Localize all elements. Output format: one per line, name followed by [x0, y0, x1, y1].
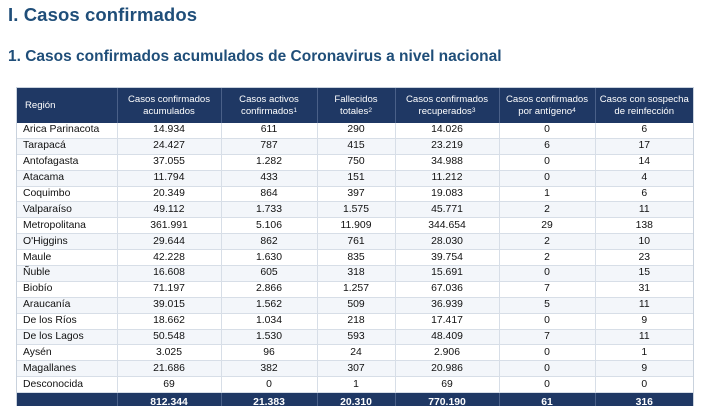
table-body: [17, 123, 693, 393]
value-cell: 17.417: [395, 313, 499, 329]
total-cell: [17, 393, 117, 406]
column-header-line1: Casos con sospecha: [599, 93, 689, 105]
value-cell: 11: [595, 202, 693, 218]
column-header: [595, 88, 693, 123]
value-cell: 344.654: [395, 218, 499, 234]
value-cell: 36.939: [395, 297, 499, 313]
value-cell: 2.866: [221, 281, 317, 297]
value-cell: 11.794: [117, 170, 221, 186]
column-header-line2: de reinfección: [614, 105, 675, 117]
footnote-marker: 1: [293, 106, 297, 114]
footnote-marker: 2: [368, 106, 372, 114]
region-cell: Biobío: [17, 281, 117, 297]
value-cell: 20.349: [117, 186, 221, 202]
value-cell: 19.083: [395, 186, 499, 202]
value-cell: 49.112: [117, 202, 221, 218]
table-footer: [17, 393, 693, 406]
value-cell: 509: [317, 297, 395, 313]
value-cell: 318: [317, 266, 395, 282]
value-cell: 361.991: [117, 218, 221, 234]
column-header-line1: Fallecidos: [334, 93, 378, 105]
table-row: [17, 218, 693, 234]
table-row: [17, 234, 693, 250]
value-cell: 7: [499, 281, 595, 297]
table-row: [17, 281, 693, 297]
subsection-title: 1. Casos confirmados acumulados de Coronavirus a nivel nacional: [8, 48, 502, 65]
value-cell: 307: [317, 361, 395, 377]
column-header: [117, 88, 221, 123]
region-cell: Metropolitana: [17, 218, 117, 234]
region-cell: Tarapacá: [17, 138, 117, 154]
cases-table: [17, 88, 693, 406]
value-cell: 605: [221, 266, 317, 282]
value-cell: 9: [595, 313, 693, 329]
value-cell: 69: [117, 377, 221, 393]
column-header-line1: Casos confirmados: [127, 93, 211, 105]
value-cell: 24.427: [117, 138, 221, 154]
value-cell: 6: [595, 186, 693, 202]
value-cell: 0: [499, 361, 595, 377]
value-cell: 31: [595, 281, 693, 297]
value-cell: 50.548: [117, 329, 221, 345]
value-cell: 15.691: [395, 266, 499, 282]
value-cell: 9: [595, 361, 693, 377]
value-cell: 3.025: [117, 345, 221, 361]
value-cell: 0: [221, 377, 317, 393]
column-header: [17, 88, 117, 123]
column-header: [395, 88, 499, 123]
value-cell: 382: [221, 361, 317, 377]
table-row: [17, 138, 693, 154]
value-cell: 39.754: [395, 250, 499, 266]
table-row: [17, 266, 693, 282]
value-cell: 71.197: [117, 281, 221, 297]
table-row: [17, 329, 693, 345]
table-row: [17, 313, 693, 329]
value-cell: 5: [499, 297, 595, 313]
value-cell: 11.909: [317, 218, 395, 234]
region-cell: Magallanes: [17, 361, 117, 377]
total-cell: 812.344: [117, 393, 221, 406]
value-cell: 397: [317, 186, 395, 202]
value-cell: 23: [595, 250, 693, 266]
value-cell: 17: [595, 138, 693, 154]
value-cell: 1: [595, 345, 693, 361]
header-row: [17, 88, 693, 123]
section-title: I. Casos confirmados: [8, 4, 198, 25]
value-cell: 750: [317, 154, 395, 170]
value-cell: 14.026: [395, 123, 499, 138]
cases-table-container: [16, 87, 694, 406]
value-cell: 5.106: [221, 218, 317, 234]
region-cell: De los Lagos: [17, 329, 117, 345]
value-cell: 20.986: [395, 361, 499, 377]
region-cell: Maule: [17, 250, 117, 266]
column-header-line1: Región: [25, 99, 56, 111]
totals-row: [17, 393, 693, 406]
region-cell: Araucanía: [17, 297, 117, 313]
value-cell: 1.630: [221, 250, 317, 266]
column-header-line1: Casos confirmados: [505, 93, 589, 105]
value-cell: 0: [499, 266, 595, 282]
value-cell: 1.034: [221, 313, 317, 329]
column-header-line1: Casos confirmados: [405, 93, 489, 105]
region-cell: Desconocida: [17, 377, 117, 393]
region-cell: Aysén: [17, 345, 117, 361]
value-cell: 15: [595, 266, 693, 282]
region-cell: O'Higgins: [17, 234, 117, 250]
value-cell: 48.409: [395, 329, 499, 345]
value-cell: 1.257: [317, 281, 395, 297]
column-header-line2: recuperados: [418, 105, 472, 117]
footnote-marker: 4: [572, 106, 576, 114]
value-cell: 1.282: [221, 154, 317, 170]
value-cell: 24: [317, 345, 395, 361]
column-header-line2: confirmados: [241, 105, 294, 117]
value-cell: 0: [499, 123, 595, 138]
total-cell: 20.310: [317, 393, 395, 406]
region-cell: Antofagasta: [17, 154, 117, 170]
total-cell: 770.190: [395, 393, 499, 406]
value-cell: 45.771: [395, 202, 499, 218]
value-cell: 29.644: [117, 234, 221, 250]
value-cell: 42.228: [117, 250, 221, 266]
value-cell: 1.530: [221, 329, 317, 345]
value-cell: 290: [317, 123, 395, 138]
value-cell: 11.212: [395, 170, 499, 186]
value-cell: 415: [317, 138, 395, 154]
value-cell: 18.662: [117, 313, 221, 329]
value-cell: 1.562: [221, 297, 317, 313]
value-cell: 16.608: [117, 266, 221, 282]
value-cell: 0: [499, 377, 595, 393]
table-row: [17, 170, 693, 186]
value-cell: 864: [221, 186, 317, 202]
value-cell: 1.575: [317, 202, 395, 218]
region-cell: Valparaíso: [17, 202, 117, 218]
table-row: [17, 297, 693, 313]
total-cell: 61: [499, 393, 595, 406]
table-header: [17, 88, 693, 123]
value-cell: 14: [595, 154, 693, 170]
value-cell: 2: [499, 234, 595, 250]
value-cell: 67.036: [395, 281, 499, 297]
table-row: [17, 123, 693, 138]
value-cell: 29: [499, 218, 595, 234]
region-cell: Atacama: [17, 170, 117, 186]
value-cell: 0: [595, 377, 693, 393]
value-cell: 34.988: [395, 154, 499, 170]
table-row: [17, 377, 693, 393]
value-cell: 0: [499, 345, 595, 361]
value-cell: 2: [499, 202, 595, 218]
value-cell: 39.015: [117, 297, 221, 313]
value-cell: 2.906: [395, 345, 499, 361]
value-cell: 14.934: [117, 123, 221, 138]
table-row: [17, 361, 693, 377]
region-cell: De los Ríos: [17, 313, 117, 329]
value-cell: 138: [595, 218, 693, 234]
column-header: [317, 88, 395, 123]
total-cell: 21.383: [221, 393, 317, 406]
value-cell: 2: [499, 250, 595, 266]
table-row: [17, 202, 693, 218]
value-cell: 28.030: [395, 234, 499, 250]
value-cell: 433: [221, 170, 317, 186]
region-cell: Arica Parinacota: [17, 123, 117, 138]
value-cell: 761: [317, 234, 395, 250]
value-cell: 69: [395, 377, 499, 393]
table-row: [17, 345, 693, 361]
value-cell: 787: [221, 138, 317, 154]
value-cell: 593: [317, 329, 395, 345]
table-row: [17, 186, 693, 202]
value-cell: 96: [221, 345, 317, 361]
value-cell: 4: [595, 170, 693, 186]
region-cell: Coquimbo: [17, 186, 117, 202]
region-cell: Ñuble: [17, 266, 117, 282]
value-cell: 1: [499, 186, 595, 202]
value-cell: 10: [595, 234, 693, 250]
table-row: [17, 154, 693, 170]
value-cell: 11: [595, 297, 693, 313]
column-header-line2: totales: [340, 105, 369, 117]
value-cell: 6: [595, 123, 693, 138]
value-cell: 0: [499, 313, 595, 329]
column-header-line2: acumulados: [143, 105, 195, 117]
column-header-line2: por antígeno: [518, 105, 573, 117]
footnote-marker: 3: [471, 106, 476, 114]
value-cell: 0: [499, 170, 595, 186]
column-header: [499, 88, 595, 123]
value-cell: 835: [317, 250, 395, 266]
column-header-line1: Casos activos: [239, 93, 299, 105]
value-cell: 37.055: [117, 154, 221, 170]
table-row: [17, 250, 693, 266]
value-cell: 21.686: [117, 361, 221, 377]
value-cell: 1.733: [221, 202, 317, 218]
value-cell: 23.219: [395, 138, 499, 154]
value-cell: 0: [499, 154, 595, 170]
value-cell: 218: [317, 313, 395, 329]
value-cell: 151: [317, 170, 395, 186]
value-cell: 611: [221, 123, 317, 138]
value-cell: 7: [499, 329, 595, 345]
value-cell: 1: [317, 377, 395, 393]
value-cell: 6: [499, 138, 595, 154]
total-cell: 316: [595, 393, 693, 406]
column-header: [221, 88, 317, 123]
value-cell: 862: [221, 234, 317, 250]
value-cell: 11: [595, 329, 693, 345]
